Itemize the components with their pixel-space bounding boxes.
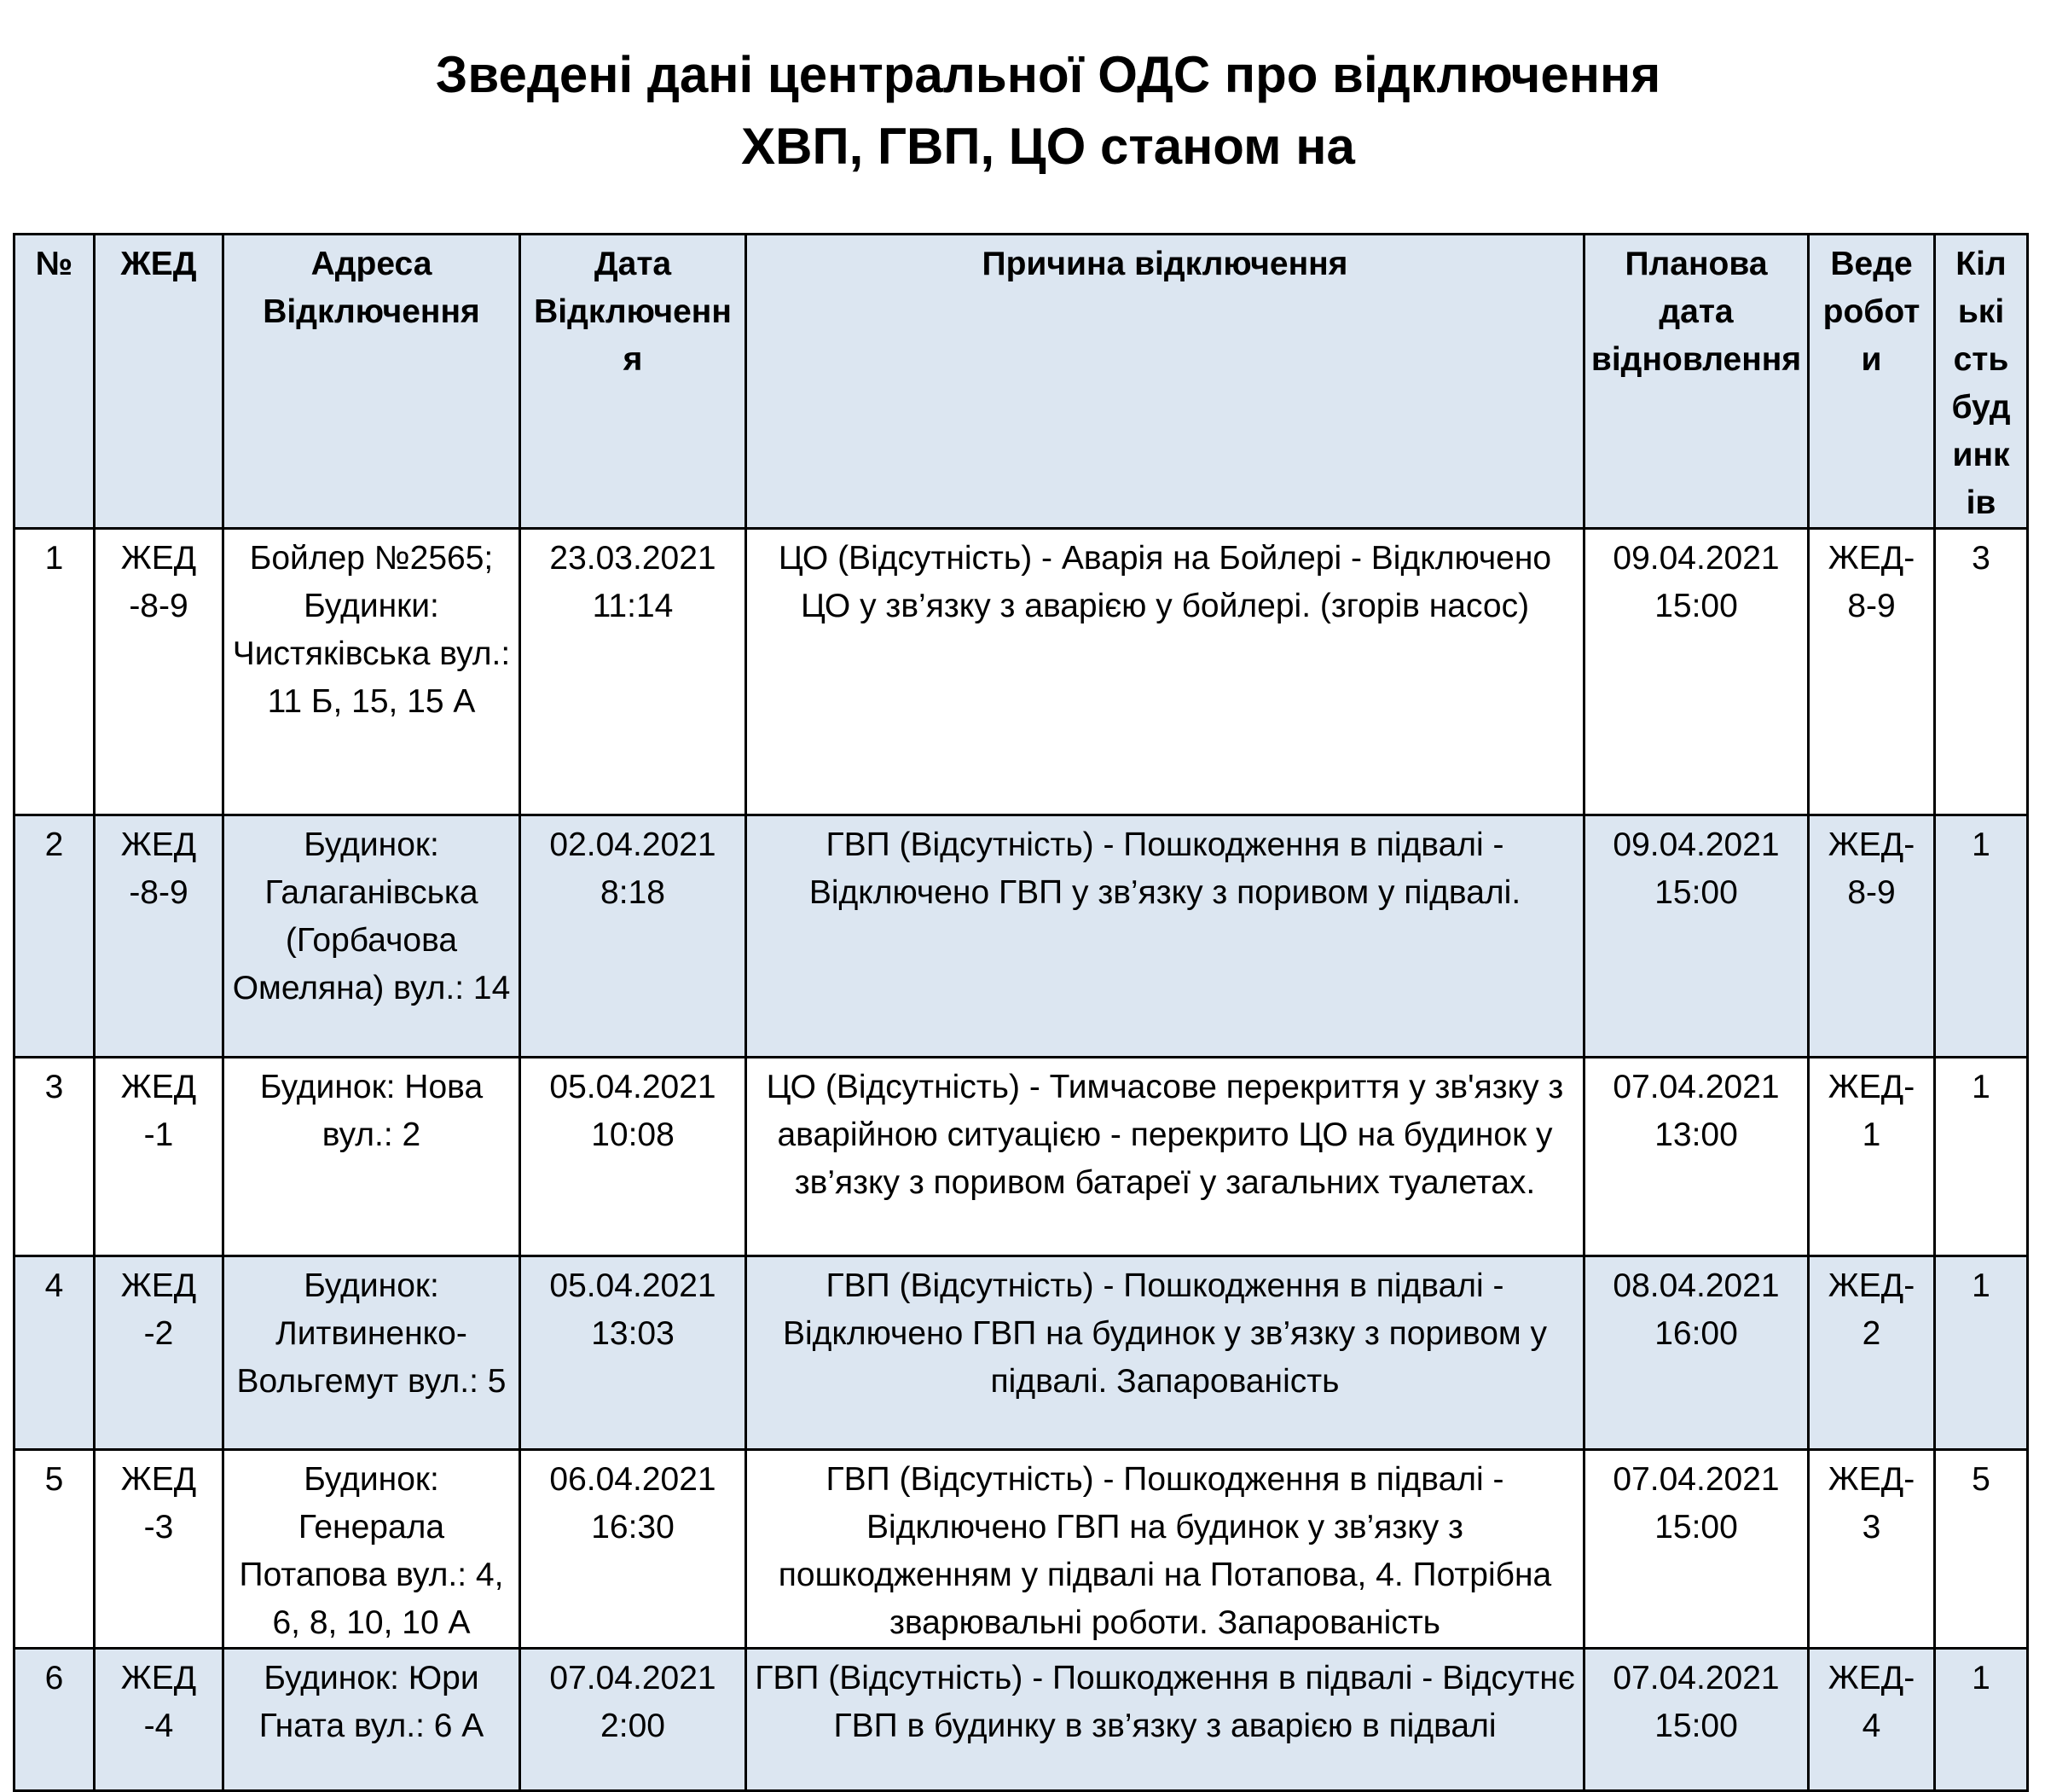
header-count (1935, 235, 2028, 529)
header-count-label: Кількість будинків (1951, 246, 2011, 521)
outage-table (13, 233, 2029, 1792)
cell-zed-text: ЖЕД-4 (120, 1660, 197, 1744)
table-row (14, 1450, 2028, 1649)
cell-date-restore: 07.04.2021 13:00 (1584, 1058, 1809, 1256)
cell-date-restore: 07.04.2021 15:00 (1584, 1649, 1809, 1791)
cell-zed-text: ЖЕД-2 (120, 1267, 197, 1352)
cell-count: 1 (1935, 1256, 2028, 1450)
header-row (14, 235, 2028, 529)
cell-reason: ГВП (Відсутність) - Пошкодження в підвалі - Відсутнє ГВП в будинку в зв’язку з аварією в підвалі (746, 1649, 1584, 1791)
table-row (14, 1256, 2028, 1450)
cell-zed-text: ЖЕД-3 (120, 1461, 197, 1546)
cell-executor-text: ЖЕД-8-9 (1828, 540, 1915, 624)
cell-zed (95, 1256, 223, 1450)
cell-count: 1 (1935, 1649, 2028, 1791)
cell-zed-text: ЖЕД-8-9 (120, 826, 197, 911)
cell-zed (95, 529, 223, 815)
cell-address: Будинок: Литвиненко-Вольгемут вул.: 5 (223, 1256, 520, 1450)
table-row (14, 1058, 2028, 1256)
cell-address: Будинок: Галаганівська (Горбачова Омеляна) вул.: 14 (223, 815, 520, 1058)
cell-zed-text: ЖЕД-8-9 (120, 540, 197, 624)
cell-count: 5 (1935, 1450, 2028, 1649)
title-line-2: ХВП, ГВП, ЦО станом на (741, 118, 1355, 175)
header-date-restore: Планова дата відновлення (1584, 235, 1809, 529)
header-address: Адреса Відключення (223, 235, 520, 529)
cell-zed (95, 1649, 223, 1791)
cell-executor (1809, 815, 1935, 1058)
cell-address: Бойлер №2565; Будинки: Чистяківська вул.: 11 Б, 15, 15 А (223, 529, 520, 815)
cell-date-off: 23.03.2021 11:14 (520, 529, 746, 815)
cell-reason: ЦО (Відсутність) - Тимчасове перекриття у зв'язку з аварійною ситуацією - перекрито ЦО на будинок у зв’язку з поривом батареї у загальних туалетах. (746, 1058, 1584, 1256)
table-row (14, 815, 2028, 1058)
cell-count: 1 (1935, 815, 2028, 1058)
cell-executor (1809, 1450, 1935, 1649)
cell-num: 3 (14, 1058, 95, 1256)
cell-executor-text: ЖЕД-1 (1828, 1069, 1915, 1153)
header-zed: ЖЕД (95, 235, 223, 529)
cell-count: 3 (1935, 529, 2028, 815)
cell-reason: ЦО (Відсутність) - Аварія на Бойлері - Відключено ЦО у зв’язку з аварією у бойлері. (згорів насос) (746, 529, 1584, 815)
cell-address: Будинок: Юри Гната вул.: 6 А (223, 1649, 520, 1791)
cell-executor-text: ЖЕД-4 (1828, 1660, 1915, 1744)
cell-num: 2 (14, 815, 95, 1058)
cell-zed-text: ЖЕД-1 (120, 1069, 197, 1153)
cell-num: 5 (14, 1450, 95, 1649)
cell-executor (1809, 1256, 1935, 1450)
cell-executor-text: ЖЕД-8-9 (1828, 826, 1915, 911)
cell-num: 6 (14, 1649, 95, 1791)
cell-executor (1809, 529, 1935, 815)
cell-zed (95, 1058, 223, 1256)
cell-address: Будинок: Нова вул.: 2 (223, 1058, 520, 1256)
cell-date-restore: 09.04.2021 15:00 (1584, 815, 1809, 1058)
cell-count: 1 (1935, 1058, 2028, 1256)
header-num: № (14, 235, 95, 529)
cell-date-off: 05.04.2021 13:03 (520, 1256, 746, 1450)
document-title (0, 39, 2045, 183)
cell-executor-text: ЖЕД-3 (1828, 1461, 1915, 1546)
header-executor: Веде роботи (1809, 235, 1935, 529)
cell-date-restore: 07.04.2021 15:00 (1584, 1450, 1809, 1649)
cell-num: 1 (14, 529, 95, 815)
cell-date-restore: 08.04.2021 16:00 (1584, 1256, 1809, 1450)
table-row (14, 529, 2028, 815)
header-date-off: Дата Відключення (520, 235, 746, 529)
cell-executor (1809, 1058, 1935, 1256)
cell-date-off: 05.04.2021 10:08 (520, 1058, 746, 1256)
cell-date-off: 07.04.2021 2:00 (520, 1649, 746, 1791)
cell-executor (1809, 1649, 1935, 1791)
cell-reason: ГВП (Відсутність) - Пошкодження в підвалі - Відключено ГВП у зв’язку з поривом у підвалі. (746, 815, 1584, 1058)
cell-executor-text: ЖЕД-2 (1828, 1267, 1915, 1352)
cell-reason: ГВП (Відсутність) - Пошкодження в підвалі - Відключено ГВП на будинок у зв’язку з поривом у підвалі. Запарованість (746, 1256, 1584, 1450)
table-row (14, 1649, 2028, 1791)
header-reason: Причина відключення (746, 235, 1584, 529)
cell-date-off: 02.04.2021 8:18 (520, 815, 746, 1058)
cell-address: Будинок: Генерала Потапова вул.: 4, 6, 8, 10, 10 А (223, 1450, 520, 1649)
cell-num: 4 (14, 1256, 95, 1450)
cell-date-restore: 09.04.2021 15:00 (1584, 529, 1809, 815)
cell-zed (95, 815, 223, 1058)
title-line-1: Зведені дані центральної ОДС про відключення (435, 46, 1661, 103)
cell-zed (95, 1450, 223, 1649)
cell-reason: ГВП (Відсутність) - Пошкодження в підвалі - Відключено ГВП на будинок у зв’язку з пошкодженням у підвалі на Потапова, 4. Потрібна зварювальні роботи. Запарованість (746, 1450, 1584, 1649)
cell-date-off: 06.04.2021 16:30 (520, 1450, 746, 1649)
